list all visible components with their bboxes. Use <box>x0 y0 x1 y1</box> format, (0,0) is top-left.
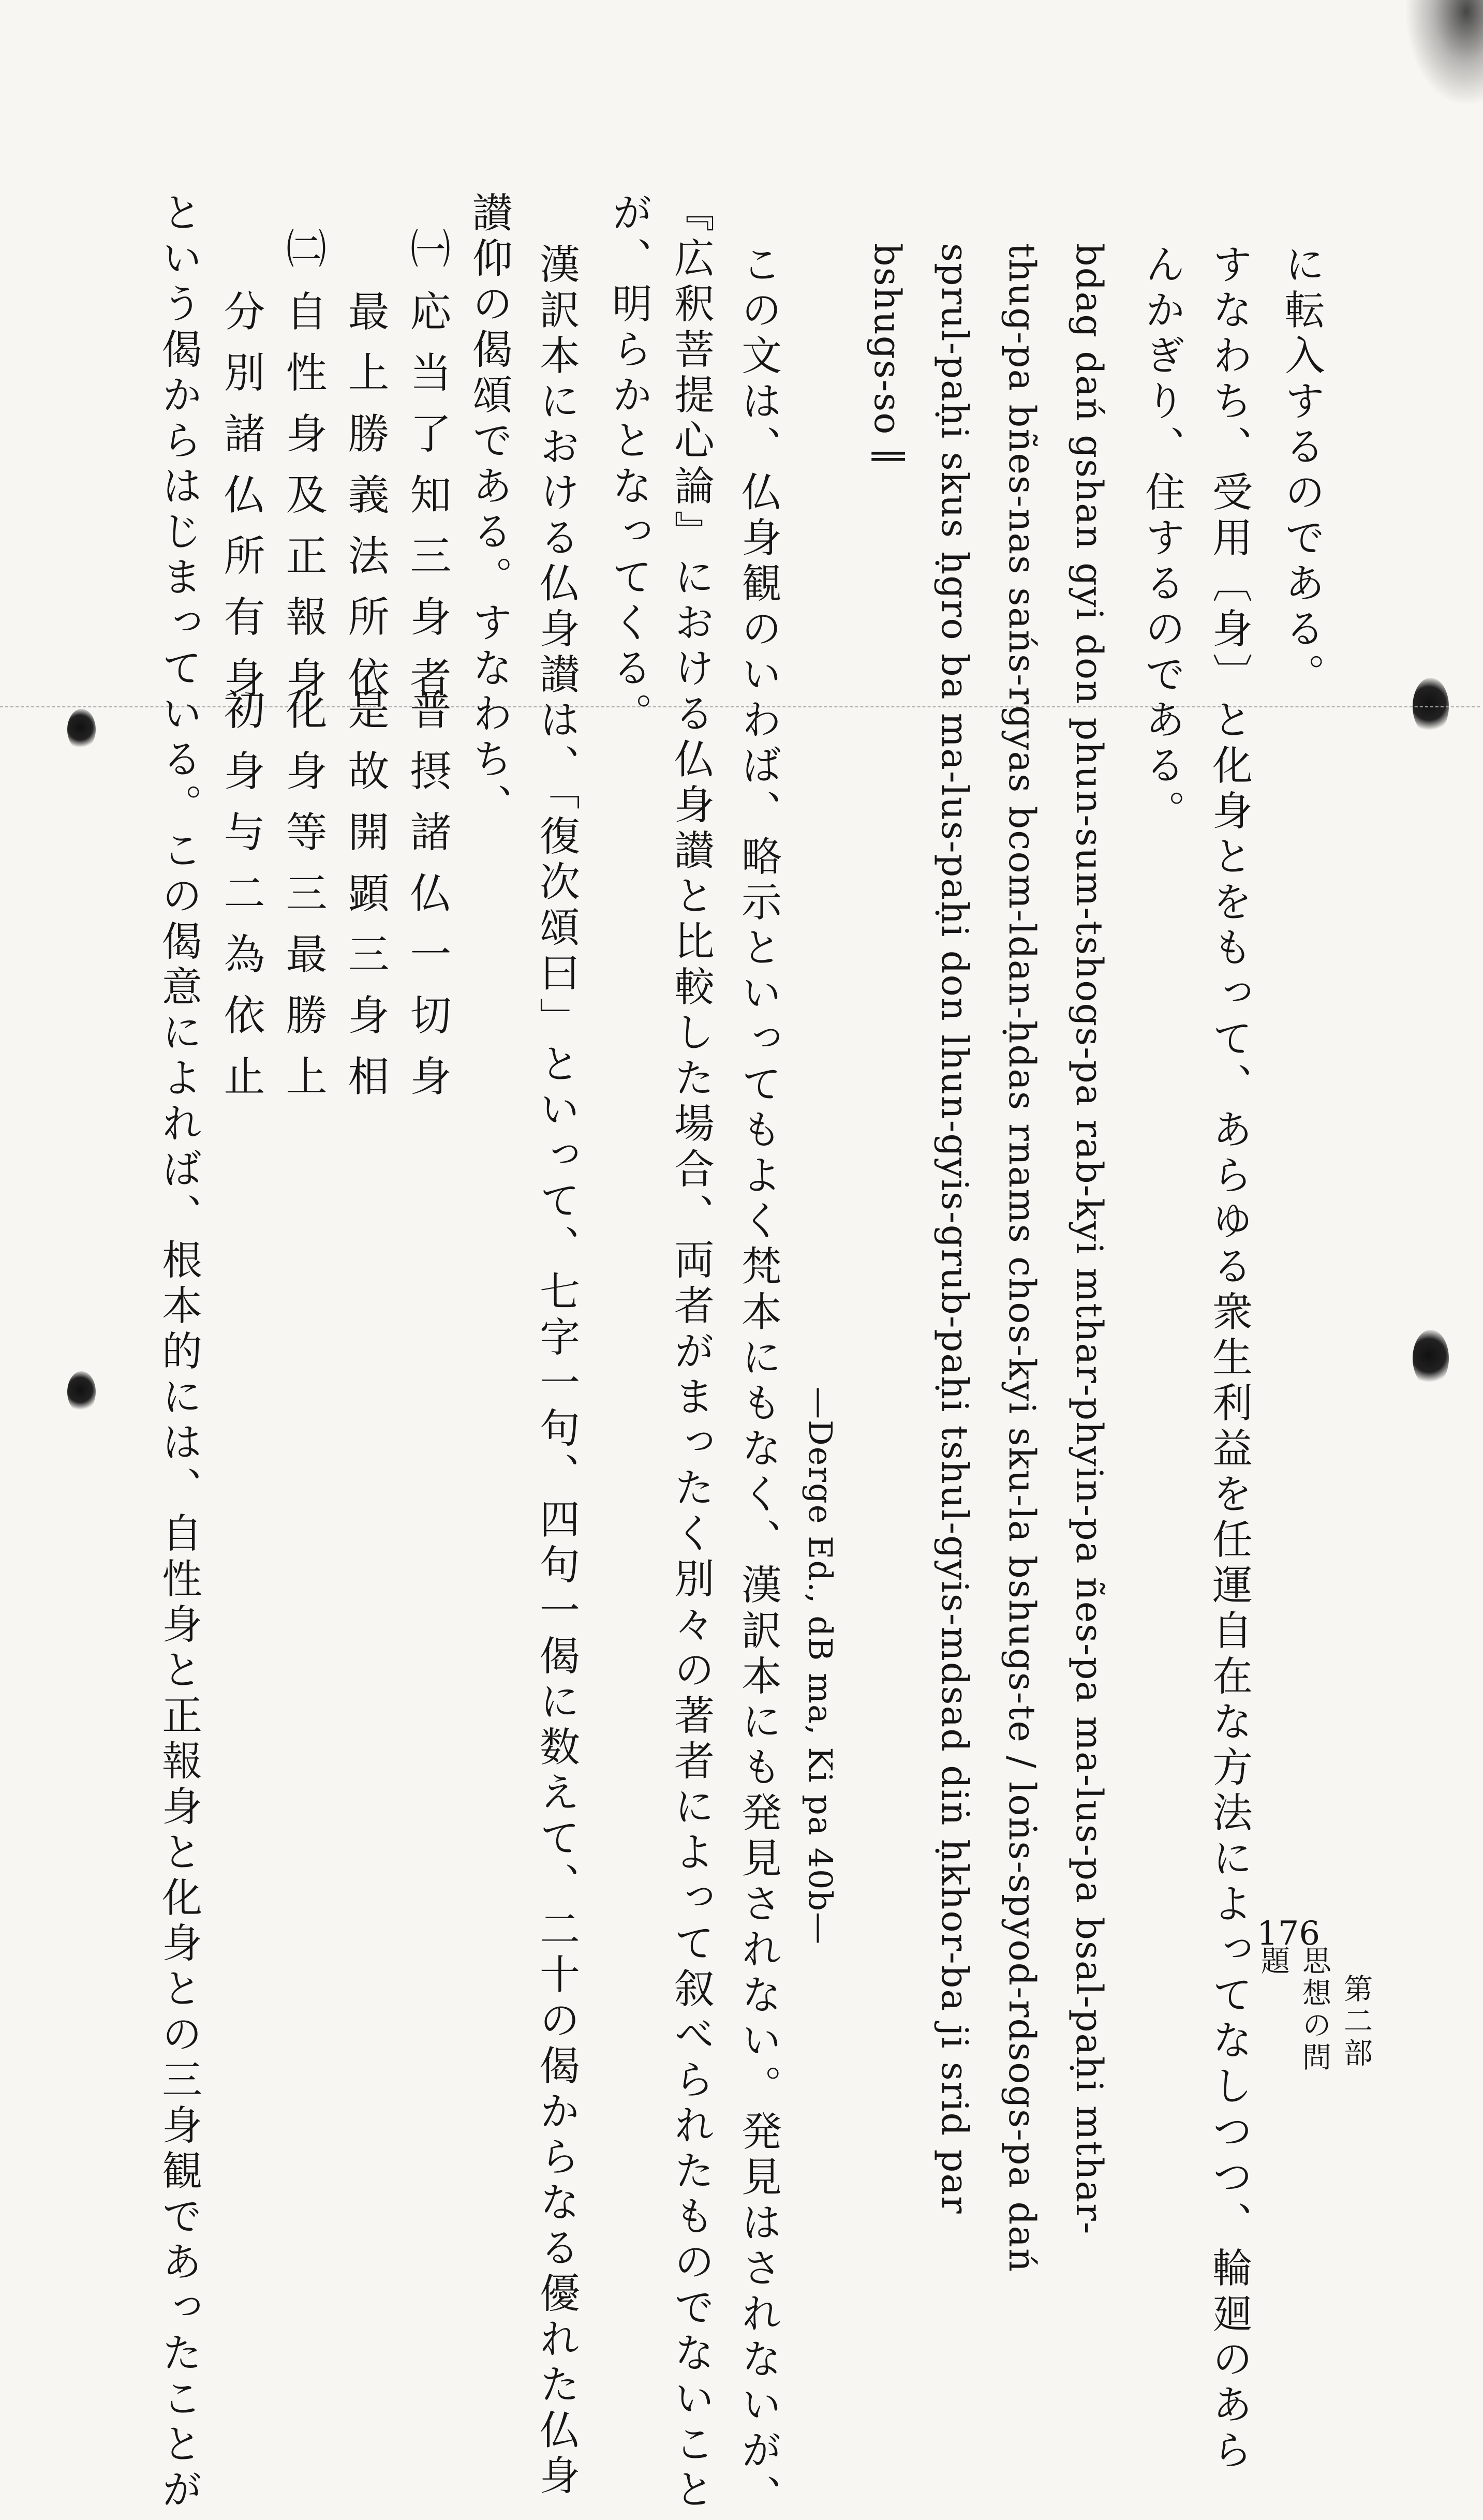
tibetan-line: bdag dań gshan gyi don phun-sum-tshogs-pa rab-kyi mthar-phyin-pa ñes-pa ma-lus-pa bsal-paḥi mthar- <box>1068 243 1110 2235</box>
verse-line: 自性身及正報身 <box>279 290 327 717</box>
running-head <box>1252 1946 1376 2098</box>
source-reference: —Derge Ed., dB ma, Ki pa 40b— <box>802 1387 839 1946</box>
body-line: 『広釈菩提心論』における仏身讃と比較した場合、両者がまったく別々の著者によって叙べられたものでないこと <box>668 191 714 2514</box>
tibetan-line: thug-pa bñes-nas sańs-rgyas bcom-ldan-ḥdas rnams chos-kyi sku-la bshugs-te / loṅs-spyod-rdsogs-pa dań <box>1001 243 1043 2273</box>
body-line: 漢訳本における仏身讃は、「復次頌曰」といって、七字一句、四句一偈に数えて、二十の偈からなる優れた仏身 <box>533 243 580 2500</box>
part-label: 第二部 <box>1339 1974 1373 2070</box>
scan-speck <box>67 709 96 750</box>
body-line: 讃仰の偈頌である。すなわち、 <box>466 191 512 829</box>
binding-hole <box>1413 1330 1449 1387</box>
paragraph-line: すなわち、受用〔身〕と化身とをもって、あらゆる衆生利益を任運自在な方法によってなしつつ、輪廻のあら <box>1206 243 1252 2474</box>
scan-shadow <box>1400 0 1483 114</box>
body-line: この文は、仏身観のいわば、略示といってもよく梵本にもなく、漢訳本にも発見されない。発見はされないが、 <box>735 243 781 2520</box>
tibetan-line: bshugs-so ∥ <box>866 243 909 466</box>
verse-number: ㈠ <box>404 228 450 268</box>
verse-line: 分別諸仏所有身 <box>217 290 265 717</box>
verse-number: ㈡ <box>279 228 326 268</box>
body-line: という偈からはじまっている。この偈意によれば、根本的には、自性身と正報身と化身との三身観であったことが <box>155 191 202 2514</box>
scan-speck <box>67 1371 96 1413</box>
body-line: が、明らかとなってくる。 <box>605 191 652 738</box>
verse-line: 応当了知三身者 <box>403 290 451 717</box>
paragraph-line: んかぎり、住するのである。 <box>1138 243 1185 835</box>
paragraph-line: に転入するのである。 <box>1278 243 1325 699</box>
verse-line: 是故開顕三身相 <box>341 688 389 1116</box>
page-number: 176 <box>1256 1915 1321 1953</box>
verse-line: 初身与二為依止 <box>217 688 265 1116</box>
verse-line: 化身等三最勝上 <box>279 688 327 1116</box>
verse-line: 最上勝義法所依 <box>341 290 389 717</box>
verse-line: 普摂諸仏一切身 <box>403 688 451 1116</box>
tibetan-line: sprul-paḥi skus ḥgro ba ma-lus-paḥi don lhun-gyis-grub-paḥi tshul-gyis-mdsad diṅ ḥkhor-ba ji srid par <box>933 243 976 2215</box>
chapter-title: 思想の問題 <box>1256 1946 1331 2074</box>
